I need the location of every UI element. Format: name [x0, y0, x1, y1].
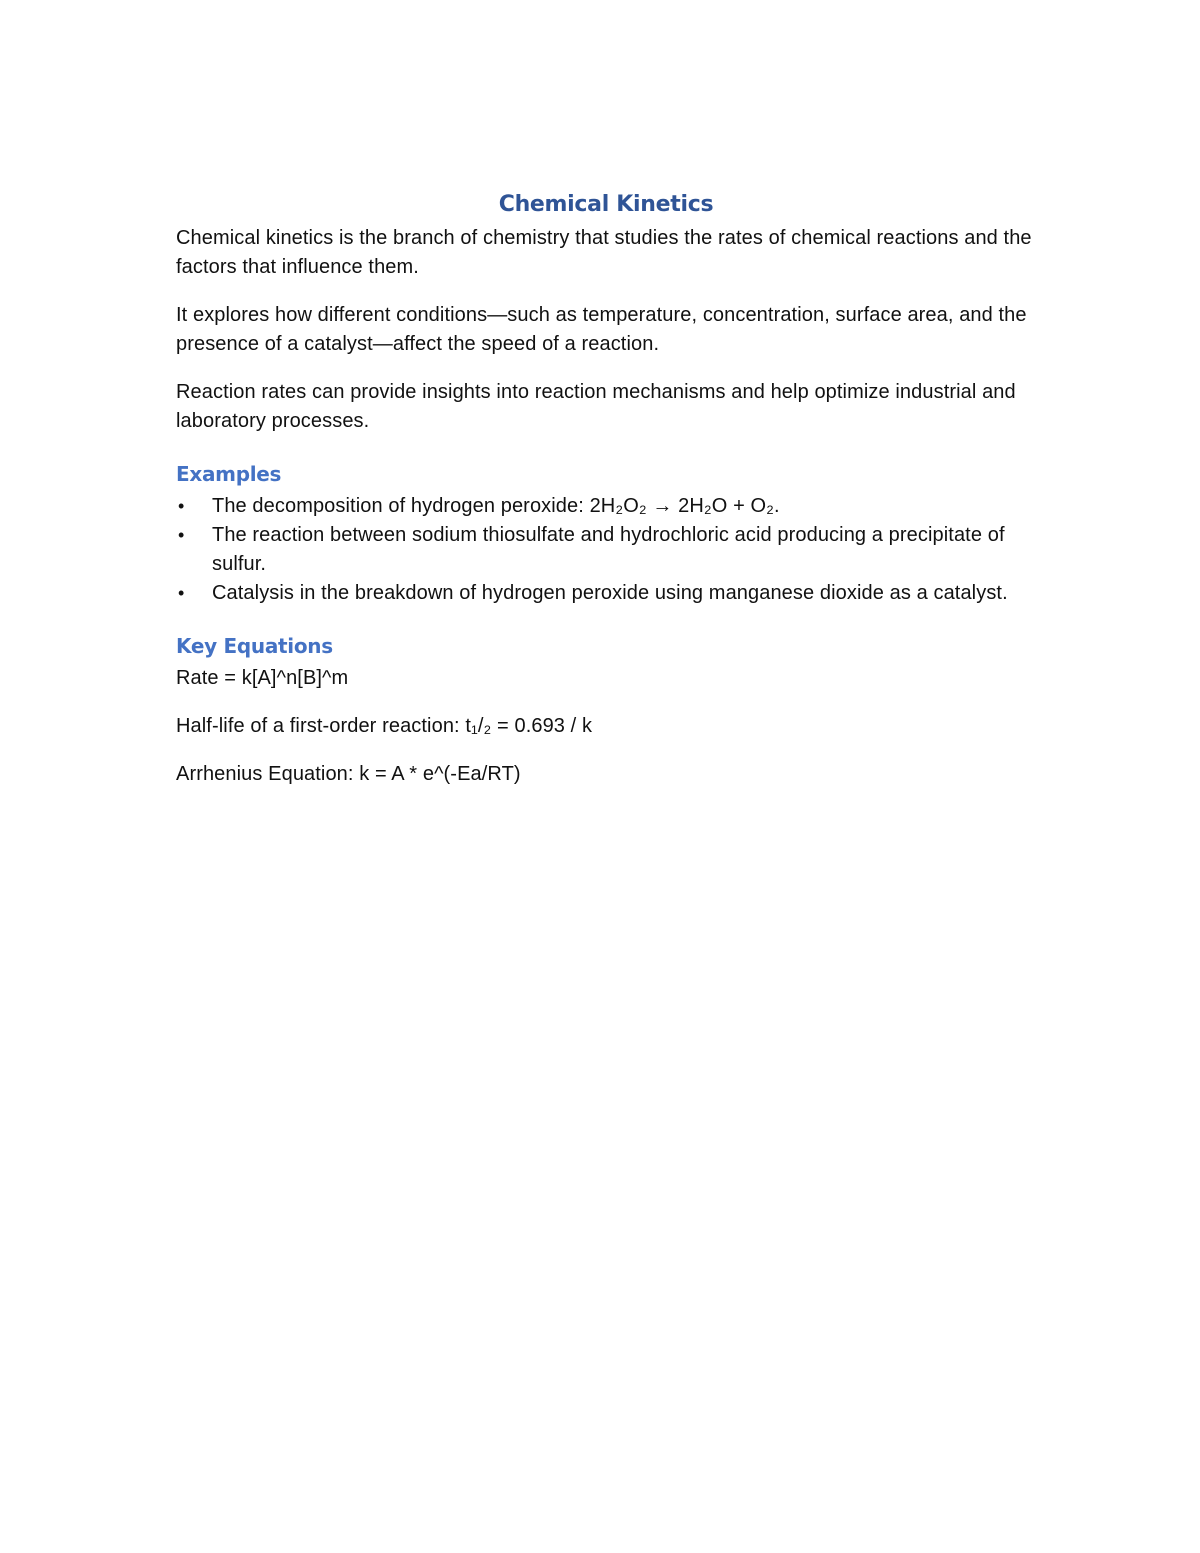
- examples-heading: Examples: [176, 462, 282, 486]
- half-life-equation: Half-life of a first-order reaction: t₁/₂ = 0.693 / k: [176, 715, 593, 737]
- example-text: Catalysis in the breakdown of hydrogen peroxide using manganese dioxide as a catalyst.: [212, 582, 1008, 604]
- examples-list: [176, 492, 1036, 608]
- list-item: [176, 579, 1036, 608]
- list-item: [176, 492, 1036, 521]
- example-text: The reaction between sodium thiosulfate and hydrochloric acid producing a precipitate of sulfur.: [212, 524, 1005, 575]
- document-title: Chemical Kinetics: [498, 192, 714, 217]
- example-text: The decomposition of hydrogen peroxide: 2H₂O₂ → 2H₂O + O₂.: [212, 495, 780, 517]
- arrhenius-equation: Arrhenius Equation: k = A * e^(-Ea/RT): [176, 763, 521, 785]
- document-page: [176, 190, 1036, 808]
- rate-law-equation: Rate = k[A]^n[B]^m: [176, 667, 349, 689]
- list-item: [176, 521, 1036, 579]
- key-equations-heading: Key Equations: [176, 634, 333, 658]
- insights-paragraph: Reaction rates can provide insights into reaction mechanisms and help optimize industrial and laboratory processes.: [176, 381, 1016, 432]
- intro-paragraph: Chemical kinetics is the branch of chemistry that studies the rates of chemical reactions and the factors that influence them.: [176, 227, 1032, 278]
- bullet-icon: •: [178, 525, 185, 545]
- bullet-icon: •: [178, 583, 185, 603]
- conditions-paragraph: It explores how different conditions—such as temperature, concentration, surface area, and the presence of a catalyst—affect the speed of a reaction.: [176, 304, 1027, 355]
- bullet-icon: •: [178, 496, 185, 516]
